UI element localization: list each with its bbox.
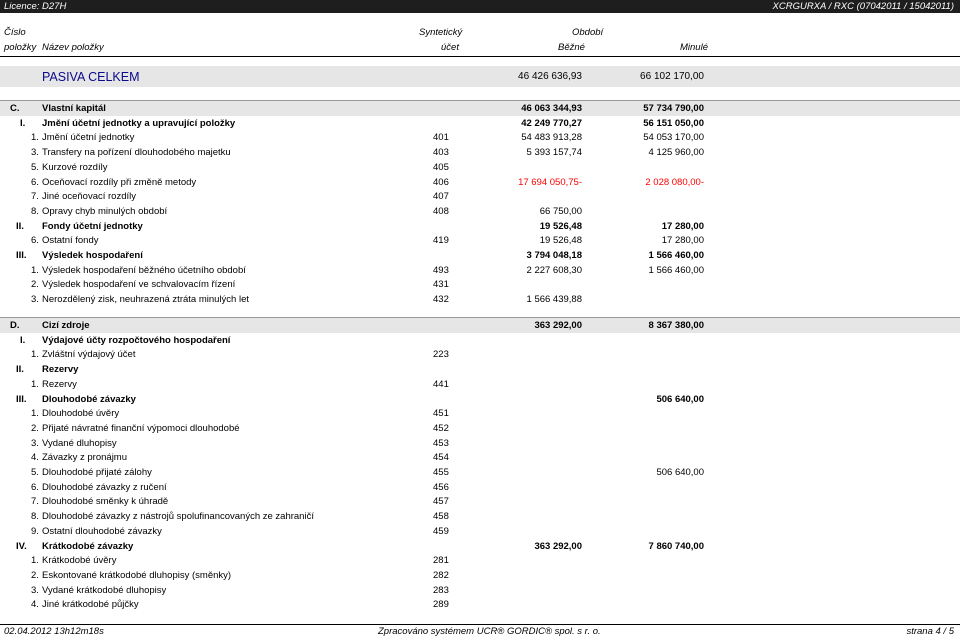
row-number: 1. [31, 264, 39, 276]
row-account: 458 [433, 511, 449, 523]
row-account: 451 [433, 408, 449, 420]
row-name: Fondy účetní jednotky [42, 220, 143, 232]
row-name: Dlouhodobé přijaté zálohy [42, 467, 152, 478]
row-name: Krátkodobé úvěry [42, 555, 117, 567]
row-minule: 17 280,00 [661, 235, 704, 247]
row-name: Dlouhodobé závazky [42, 393, 136, 405]
header-obdobi: Období [572, 27, 604, 38]
row-number: 6. [31, 235, 39, 247]
total-bezne: 46 426 636,93 [518, 71, 582, 82]
row-number: 6. [31, 481, 39, 493]
table-row [0, 407, 960, 421]
row-name: Krátkodobé závazky [42, 540, 134, 552]
row-number: 7. [31, 496, 39, 508]
row-number: III. [16, 250, 27, 261]
row-name: Oceňovací rozdíly při změně metody [42, 176, 197, 188]
row-name: Dlouhodobé úvěry [42, 408, 120, 420]
footer-divider [0, 624, 960, 625]
row-bezne: 5 393 157,74 [526, 147, 582, 159]
row-number: D. [10, 320, 20, 331]
table-row [0, 234, 960, 248]
row-minule: 2 028 080,00- [645, 176, 704, 188]
row-number: 2. [31, 422, 39, 434]
table-row [0, 278, 960, 292]
row-bezne: 19 526,48 [539, 220, 582, 232]
row-name: Transfery na pořízení dlouhodobého majetku [42, 147, 231, 159]
row-number: 3. [31, 294, 39, 306]
table-row [0, 554, 960, 568]
row-name: Vydané dluhopisy [42, 437, 117, 449]
table-row [0, 161, 960, 175]
section-divider [0, 100, 960, 101]
table-row [0, 131, 960, 145]
row-bezne: 363 292,00 [534, 540, 582, 552]
row-account: 403 [433, 147, 449, 159]
row-number: 5. [31, 161, 39, 173]
row-name: Jmění účetní jednotky a upravující položky [42, 117, 236, 129]
row-number: 3. [31, 584, 39, 596]
row-minule: 1 566 460,00 [648, 264, 704, 276]
header-ucet: účet [441, 42, 459, 53]
row-account: 453 [433, 437, 449, 449]
table-row [0, 293, 960, 307]
row-name: Jmění účetní jednotky [42, 132, 135, 144]
table-row [0, 393, 960, 407]
footer [0, 624, 960, 637]
row-name: Opravy chyb minulých období [42, 205, 168, 217]
table-row [0, 510, 960, 524]
row-account: 454 [433, 452, 449, 464]
row-name: Výsledek hospodaření [42, 250, 143, 261]
row-minule: 17 280,00 [661, 220, 704, 232]
row-minule: 56 151 050,00 [643, 117, 704, 129]
row-name: Vlastní kapitál [42, 103, 106, 114]
row-name: Závazky z pronájmu [42, 452, 128, 464]
row-bezne: 3 794 048,18 [526, 250, 582, 261]
row-minule: 8 367 380,00 [648, 320, 704, 331]
row-account: 405 [433, 161, 449, 173]
row-name: Kurzové rozdíly [42, 161, 108, 173]
table-row [0, 437, 960, 451]
row-number: 4. [31, 599, 39, 611]
section-divider [0, 317, 960, 318]
table-row [0, 378, 960, 392]
row-number: 3. [31, 147, 39, 159]
total-band [0, 66, 960, 87]
table-row [0, 117, 960, 131]
row-minule: 506 640,00 [656, 467, 704, 478]
table-row [0, 319, 960, 333]
row-minule: 1 566 460,00 [648, 250, 704, 261]
row-bezne: 46 063 344,93 [521, 103, 582, 114]
table-row [0, 598, 960, 612]
row-number: 5. [31, 467, 39, 478]
row-bezne: 42 249 770,27 [521, 117, 582, 129]
row-number: 9. [31, 525, 39, 537]
table-row [0, 451, 960, 465]
table-row [0, 205, 960, 219]
table-row [0, 495, 960, 509]
row-account: 401 [433, 132, 449, 144]
row-name: Jiné krátkodobé půjčky [42, 599, 139, 611]
row-account: 419 [433, 235, 449, 247]
table-row [0, 481, 960, 495]
row-account: 456 [433, 481, 449, 493]
row-account: 289 [433, 599, 449, 611]
row-number: 1. [31, 132, 39, 144]
row-bezne: 54 483 913,28 [521, 132, 582, 144]
row-name: Rezervy [42, 364, 79, 376]
row-name: Zvláštní výdajový účet [42, 349, 136, 361]
table-row [0, 348, 960, 362]
table-row [0, 466, 960, 480]
row-name: Ostatní dlouhodobé závazky [42, 525, 162, 537]
licence-label: Licence: D27H [4, 1, 67, 12]
row-name: Výsledek hospodaření běžného účetního období [42, 264, 246, 276]
row-number: 6. [31, 176, 39, 188]
header-synteticky: Syntetický [419, 27, 463, 38]
row-name: Rezervy [42, 378, 77, 390]
row-number: I. [20, 334, 26, 346]
row-minule: 57 734 790,00 [643, 103, 704, 114]
table-row [0, 190, 960, 204]
row-account: 493 [433, 264, 449, 276]
row-minule: 4 125 960,00 [648, 147, 704, 159]
row-account: 282 [433, 569, 449, 581]
row-number: 4. [31, 452, 39, 464]
row-bezne: 2 227 608,30 [526, 264, 582, 276]
table-row [0, 363, 960, 377]
row-name: Vydané krátkodobé dluhopisy [42, 584, 167, 596]
row-name: Výdajové účty rozpočtového hospodaření [42, 334, 231, 346]
row-number: 2. [31, 279, 39, 291]
top-bar [0, 0, 960, 13]
row-number: IV. [16, 540, 27, 552]
table-row [0, 146, 960, 160]
row-account: 455 [433, 467, 449, 478]
row-account: 283 [433, 584, 449, 596]
row-name: Cizí zdroje [42, 320, 90, 331]
table-row [0, 176, 960, 190]
table-row [0, 102, 960, 116]
row-bezne: 66 750,00 [539, 205, 582, 217]
row-minule: 7 860 740,00 [648, 540, 704, 552]
row-minule: 506 640,00 [656, 393, 704, 405]
row-account: 406 [433, 176, 449, 188]
row-account: 452 [433, 422, 449, 434]
row-number: 8. [31, 205, 39, 217]
row-account: 459 [433, 525, 449, 537]
app-info: XCRGURXA / RXC (07042011 / 15042011) [772, 1, 954, 12]
row-number: 3. [31, 437, 39, 449]
row-account: 432 [433, 294, 449, 306]
row-account: 407 [433, 191, 449, 203]
table-row [0, 220, 960, 234]
header-divider [0, 56, 960, 57]
row-number: III. [16, 393, 27, 405]
footer-system: Zpracováno systémem UCR® GORDIC® spol. s r. o. [378, 626, 601, 637]
row-name: Nerozdělený zisk, neuhrazená ztráta minulých let [42, 294, 249, 306]
table-row [0, 264, 960, 278]
row-bezne: 17 694 050,75- [518, 176, 582, 188]
row-number: II. [16, 364, 24, 376]
row-number: II. [16, 220, 24, 232]
total-label: PASIVA CELKEM [42, 70, 140, 84]
header-bezne: Běžné [558, 42, 585, 53]
table-row [0, 569, 960, 583]
footer-page: strana 4 / 5 [906, 626, 954, 637]
header-minule: Minulé [680, 42, 708, 53]
row-number: I. [20, 117, 26, 129]
row-account: 408 [433, 205, 449, 217]
table-row [0, 422, 960, 436]
row-minule: 54 053 170,00 [643, 132, 704, 144]
row-name: Dlouhodobé závazky z ručení [42, 481, 167, 493]
row-name: Jiné oceňovací rozdíly [42, 191, 136, 203]
row-bezne: 1 566 439,88 [526, 294, 582, 306]
row-number: 1. [31, 555, 39, 567]
row-bezne: 19 526,48 [539, 235, 582, 247]
row-number: 1. [31, 378, 39, 390]
row-number: 1. [31, 349, 39, 361]
total-minule: 66 102 170,00 [640, 71, 704, 82]
row-number: 2. [31, 569, 39, 581]
header-cislo: Číslo [4, 27, 26, 38]
row-number: 1. [31, 408, 39, 420]
row-number: 8. [31, 511, 39, 523]
row-account: 431 [433, 279, 449, 291]
row-account: 281 [433, 555, 449, 567]
row-name: Dlouhodobé směnky k úhradě [42, 496, 169, 508]
footer-datetime: 02.04.2012 13h12m18s [4, 626, 104, 637]
row-account: 223 [433, 349, 449, 361]
row-number: C. [10, 103, 20, 114]
table-row [0, 525, 960, 539]
header-nazev: Název položky [42, 42, 104, 53]
table-row [0, 584, 960, 598]
row-account: 441 [433, 378, 449, 390]
table-row [0, 249, 960, 263]
header-polozky: položky [4, 42, 37, 53]
row-name: Ostatní fondy [42, 235, 99, 247]
row-account: 457 [433, 496, 449, 508]
table-row [0, 540, 960, 554]
row-name: Výsledek hospodaření ve schvalovacím řízení [42, 279, 236, 291]
row-bezne: 363 292,00 [534, 320, 582, 331]
row-name: Eskontované krátkodobé dluhopisy (směnky) [42, 569, 232, 581]
row-name: Přijaté návratné finanční výpomoci dlouhodobé [42, 422, 240, 434]
table-row [0, 334, 960, 348]
row-number: 7. [31, 191, 39, 203]
row-name: Dlouhodobé závazky z nástrojů spolufinancovaných ze zahraničí [42, 511, 314, 523]
